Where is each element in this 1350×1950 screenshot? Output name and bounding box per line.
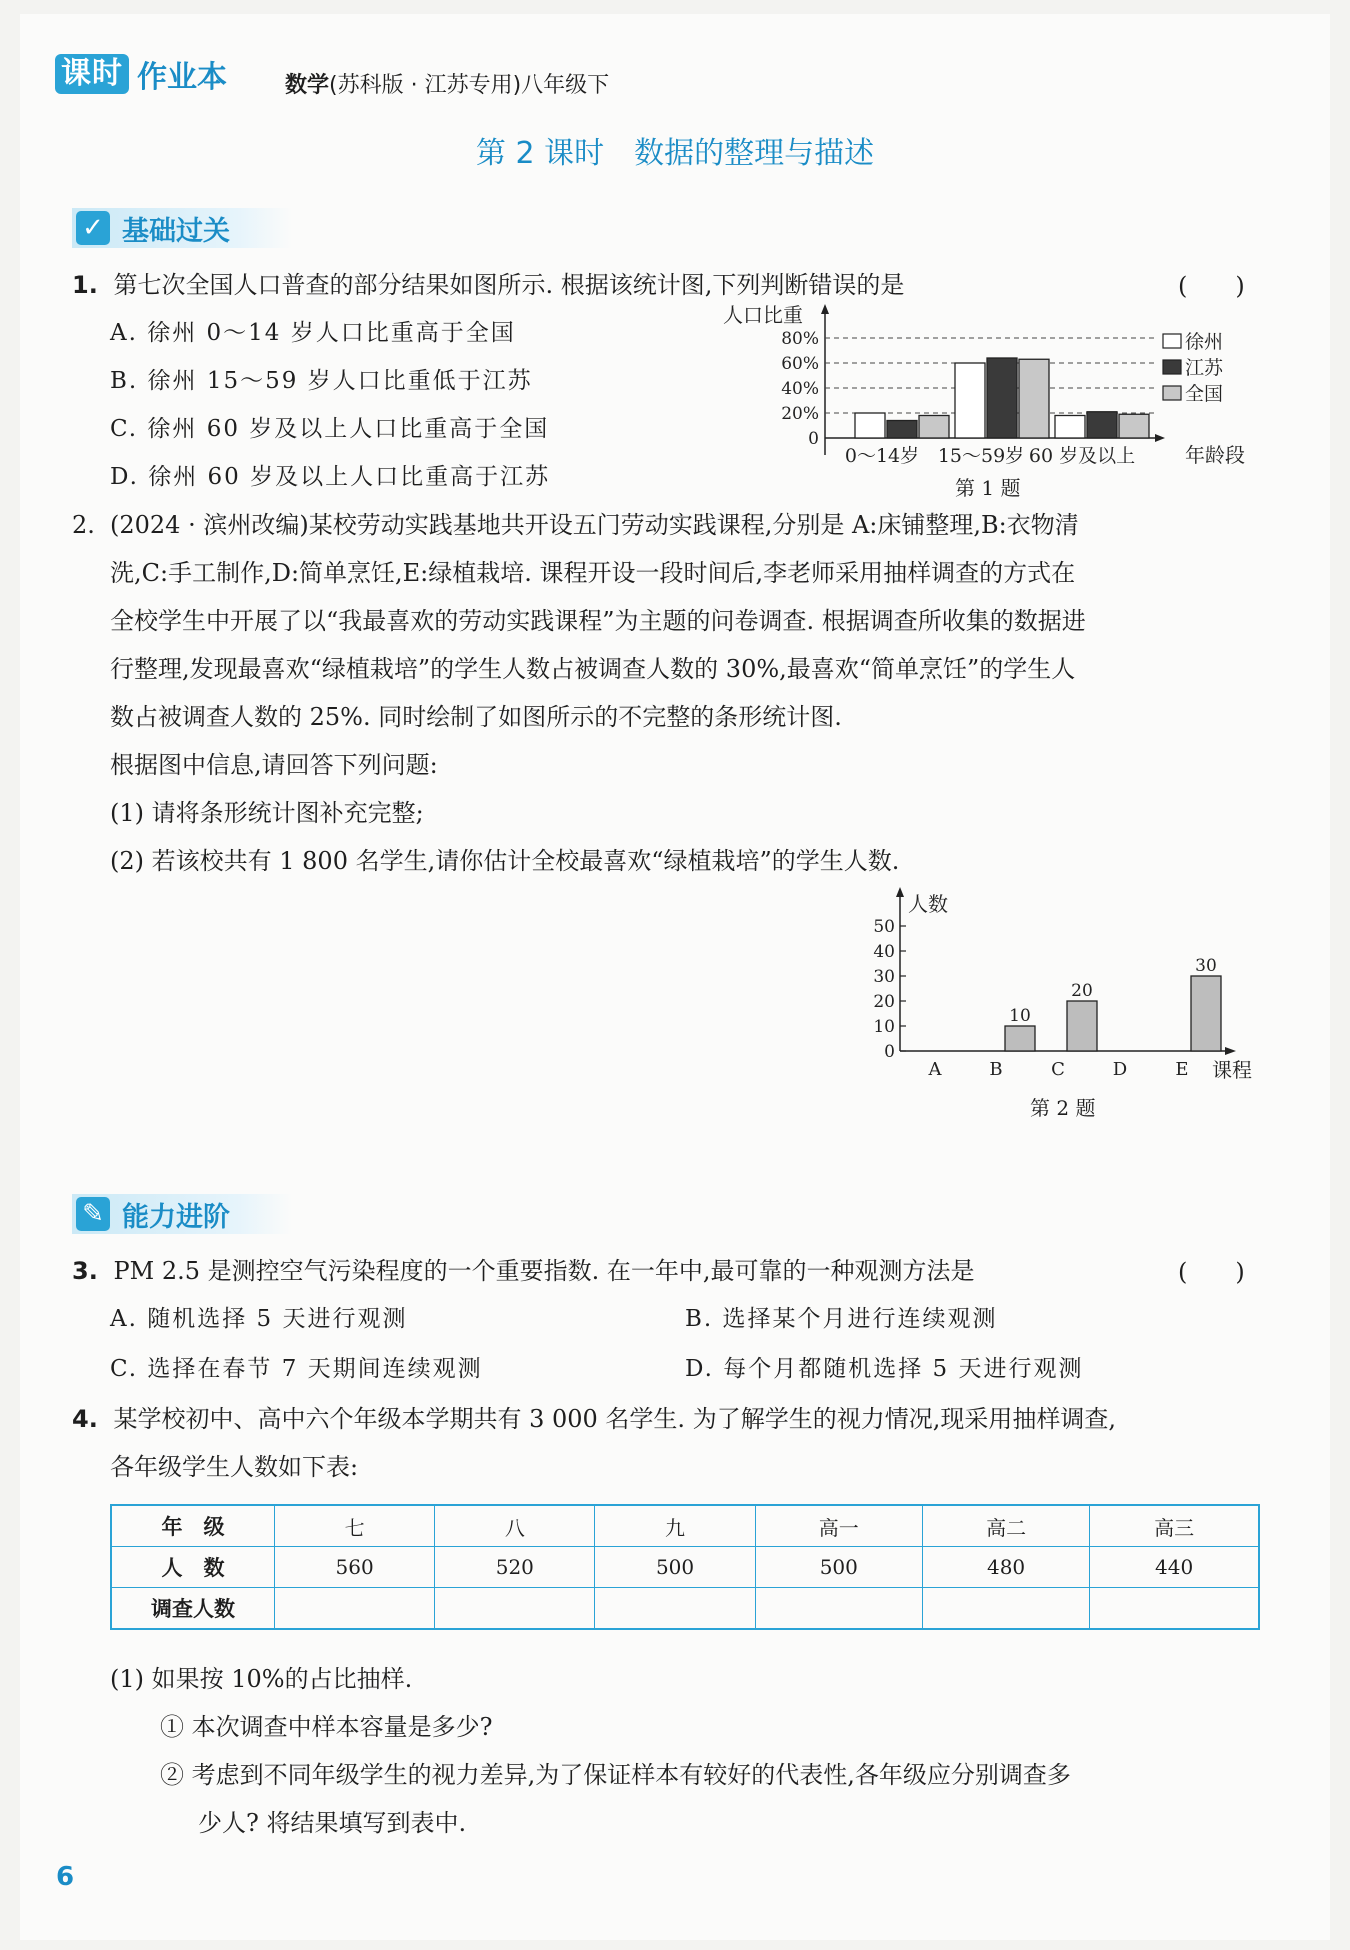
- chart1-y-arrow: [821, 304, 829, 314]
- chart2-bar: [1191, 976, 1221, 1051]
- table-row-survey: [111, 1588, 1259, 1630]
- chart2-x-arrow: [1225, 1047, 1236, 1055]
- survey-cell[interactable]: [595, 1588, 755, 1630]
- logo-name: 作业本: [137, 60, 227, 95]
- grade-cell: 高二: [922, 1505, 1089, 1547]
- q3-option-a: A. 随机选择 5 天进行观测: [110, 1306, 408, 1332]
- q2-number: 2.: [72, 511, 95, 539]
- chart1-category-label: 60 岁及以上: [1028, 445, 1136, 467]
- pencil-icon: ✎: [76, 1197, 110, 1231]
- chart1-bar: [1119, 414, 1149, 438]
- chart2-category-label: E: [1175, 1059, 1189, 1080]
- chart1-bar: [887, 421, 917, 439]
- chart1-y-tick: 40%: [781, 379, 819, 399]
- chart1-legend-label: 江苏: [1185, 357, 1224, 379]
- book-subtitle: [285, 68, 609, 99]
- survey-cell[interactable]: [435, 1588, 595, 1630]
- chart1-bar: [987, 358, 1017, 438]
- q4-line-2: 各年级学生人数如下表:: [110, 1453, 359, 1481]
- q2-line-2: 洗,C:手工制作,D:简单烹饪,E:绿植栽培. 课程开设一段时间后,李老师采用抽样调查的方式在: [110, 559, 1076, 587]
- chart1-legend-label: 全国: [1185, 383, 1224, 405]
- q4-sub1: (1) 如果按 10%的占比抽样.: [110, 1665, 413, 1693]
- chart2-y-label: 人数: [908, 892, 948, 916]
- book-logo: [55, 54, 227, 94]
- chart1-bar: [1055, 416, 1085, 439]
- q4-stem: [72, 1400, 1116, 1438]
- q1-text: 第七次全国人口普查的部分结果如图所示. 根据该统计图,下列判断错误的是: [113, 271, 905, 299]
- table-row-grade: [111, 1505, 1259, 1547]
- q3-answer-paren[interactable]: ( ): [1178, 1258, 1245, 1286]
- chart1-bar: [1087, 412, 1117, 438]
- chart2-y-tick: 50: [873, 917, 895, 937]
- row-label-survey: 调查人数: [111, 1588, 275, 1630]
- grade-cell: 高三: [1090, 1505, 1259, 1547]
- q2-prompt: 根据图中信息,请回答下列问题:: [110, 751, 438, 779]
- row-label-grade: 年 级: [111, 1505, 275, 1547]
- chart1-caption: 第 1 题: [955, 476, 1021, 500]
- q3-option-d: D. 每个月都随机选择 5 天进行观测: [685, 1356, 1084, 1382]
- lesson-title: 第 2 课时 数据的整理与描述: [475, 136, 875, 171]
- grade-cell: 九: [595, 1505, 755, 1547]
- chart1-bar: [955, 363, 985, 438]
- chart1-y-tick: 60%: [781, 354, 819, 374]
- chart1-x-arrow: [1155, 434, 1165, 442]
- survey-cell[interactable]: [275, 1588, 435, 1630]
- chart2-y-tick: 30: [873, 967, 895, 987]
- q3-stem: [72, 1252, 975, 1290]
- grade-cell: 高一: [755, 1505, 922, 1547]
- section-basic-label: 基础过关: [122, 215, 230, 247]
- chart1-bar: [1019, 359, 1049, 438]
- q2-line-4: 行整理,发现最喜欢“绿植栽培”的学生人数占被调查人数的 30%,最喜欢“简单烹饪”的学生人: [110, 655, 1076, 683]
- q3-option-b: B. 选择某个月进行连续观测: [685, 1306, 998, 1332]
- q2-line-5: 数占被调查人数的 25%. 同时绘制了如图所示的不完整的条形统计图.: [110, 703, 842, 731]
- chart1-bar: [855, 413, 885, 438]
- q1-stem: [72, 266, 904, 304]
- chart2-category-label: C: [1051, 1059, 1065, 1080]
- row-label-count: 人 数: [111, 1547, 275, 1588]
- grade-cell: 八: [435, 1505, 595, 1547]
- grade-table: [110, 1504, 1260, 1630]
- count-cell: 480: [922, 1547, 1089, 1588]
- course-chart: [840, 885, 1280, 1085]
- chart2-y-arrow: [896, 887, 904, 897]
- q1-option-d: D. 徐州 60 岁及以上人口比重高于江苏: [110, 464, 551, 490]
- chart2-bar: [1005, 1026, 1035, 1051]
- q4-sub1b-cont: 少人? 将结果填写到表中.: [198, 1809, 467, 1837]
- chart1-y-tick: 0: [808, 429, 819, 449]
- q1-option-c: C. 徐州 60 岁及以上人口比重高于全国: [110, 416, 550, 442]
- chart2-data-label: 30: [1195, 956, 1217, 976]
- chart1-x-label: 年龄段: [1185, 443, 1245, 467]
- q1-option-b: B. 徐州 15～59 岁人口比重低于江苏: [110, 368, 533, 394]
- chart2-y-tick: 20: [873, 992, 895, 1012]
- chart2-category-label: B: [989, 1059, 1003, 1080]
- q3-text: PM 2.5 是测控空气污染程度的一个重要指数. 在一年中,最可靠的一种观测方法是: [113, 1257, 975, 1285]
- chart1-category-label: 0～14岁: [844, 445, 920, 467]
- chart2-data-label: 10: [1009, 1006, 1031, 1026]
- section-basic: [72, 208, 292, 248]
- count-cell: 440: [1090, 1547, 1259, 1588]
- chart2-category-label: D: [1112, 1059, 1128, 1080]
- q2-sub2: (2) 若该校共有 1 800 名学生,请你估计全校最喜欢“绿植栽培”的学生人数.: [110, 847, 900, 875]
- chart1-y-tick: 80%: [781, 329, 819, 349]
- table-row-count: [111, 1547, 1259, 1588]
- count-cell: 500: [595, 1547, 755, 1588]
- q1-option-a: A. 徐州 0～14 岁人口比重高于全国: [110, 320, 516, 346]
- count-cell: 560: [275, 1547, 435, 1588]
- q4-number: 4.: [72, 1405, 98, 1433]
- count-cell: 500: [755, 1547, 922, 1588]
- check-icon: ✓: [76, 211, 110, 245]
- logo-box: 课时: [55, 54, 129, 94]
- section-advanced-label: 能力进阶: [122, 1201, 230, 1233]
- chart2-y-tick: 40: [873, 942, 895, 962]
- q4-line-1: 某学校初中、高中六个年级本学期共有 3 000 名学生. 为了解学生的视力情况,现采用抽样调查,: [113, 1405, 1116, 1433]
- count-cell: 520: [435, 1547, 595, 1588]
- q2-line-1: (2024 · 滨州改编)某校劳动实践基地共开设五门劳动实践课程,分别是 A:床铺整理,B:衣物清: [110, 511, 1079, 539]
- survey-cell[interactable]: [922, 1588, 1089, 1630]
- q2-line-3: 全校学生中开展了以“我最喜欢的劳动实践课程”为主题的问卷调查. 根据调查所收集的数据进: [110, 607, 1086, 635]
- chart1-y-tick: 20%: [781, 404, 819, 424]
- chart2-y-tick: 10: [873, 1017, 895, 1037]
- q2-sub1: (1) 请将条形统计图补充完整;: [110, 799, 424, 827]
- grade-cell: 七: [275, 1505, 435, 1547]
- q3-number: 3.: [72, 1257, 98, 1285]
- chart1-legend-swatch: [1163, 334, 1181, 348]
- subject: 数学: [285, 73, 330, 98]
- chart1-legend-swatch: [1163, 360, 1181, 374]
- chart2-data-label: 20: [1071, 981, 1093, 1001]
- page-number: 6: [56, 1862, 75, 1892]
- survey-cell[interactable]: [1090, 1588, 1259, 1630]
- chart1-y-label: 人口比重: [723, 303, 803, 327]
- q1-answer-paren[interactable]: ( ): [1178, 272, 1245, 300]
- survey-cell[interactable]: [755, 1588, 922, 1630]
- chart2-x-label: 课程: [1212, 1058, 1252, 1082]
- q3-option-c: C. 选择在春节 7 天期间连续观测: [110, 1356, 483, 1382]
- chart1-bar: [919, 416, 949, 439]
- chart2-caption: 第 2 题: [1030, 1096, 1096, 1120]
- chart2-bar: [1067, 1001, 1097, 1051]
- edition: (苏科版 · 江苏专用)八年级下: [329, 73, 610, 98]
- q4-sub1b: ② 考虑到不同年级学生的视力差异,为了保证样本有较好的代表性,各年级应分别调查多: [160, 1761, 1071, 1789]
- chart1-category-label: 15～59岁: [937, 445, 1025, 467]
- chart1-legend-swatch: [1163, 386, 1181, 400]
- q4-sub1a: ① 本次调查中样本容量是多少?: [160, 1713, 493, 1741]
- chart2-y-tick: 0: [884, 1042, 895, 1062]
- chart2-category-label: A: [928, 1059, 942, 1080]
- section-advanced: [72, 1194, 292, 1234]
- q1-number: 1.: [72, 271, 98, 299]
- chart1-legend-label: 徐州: [1185, 331, 1224, 353]
